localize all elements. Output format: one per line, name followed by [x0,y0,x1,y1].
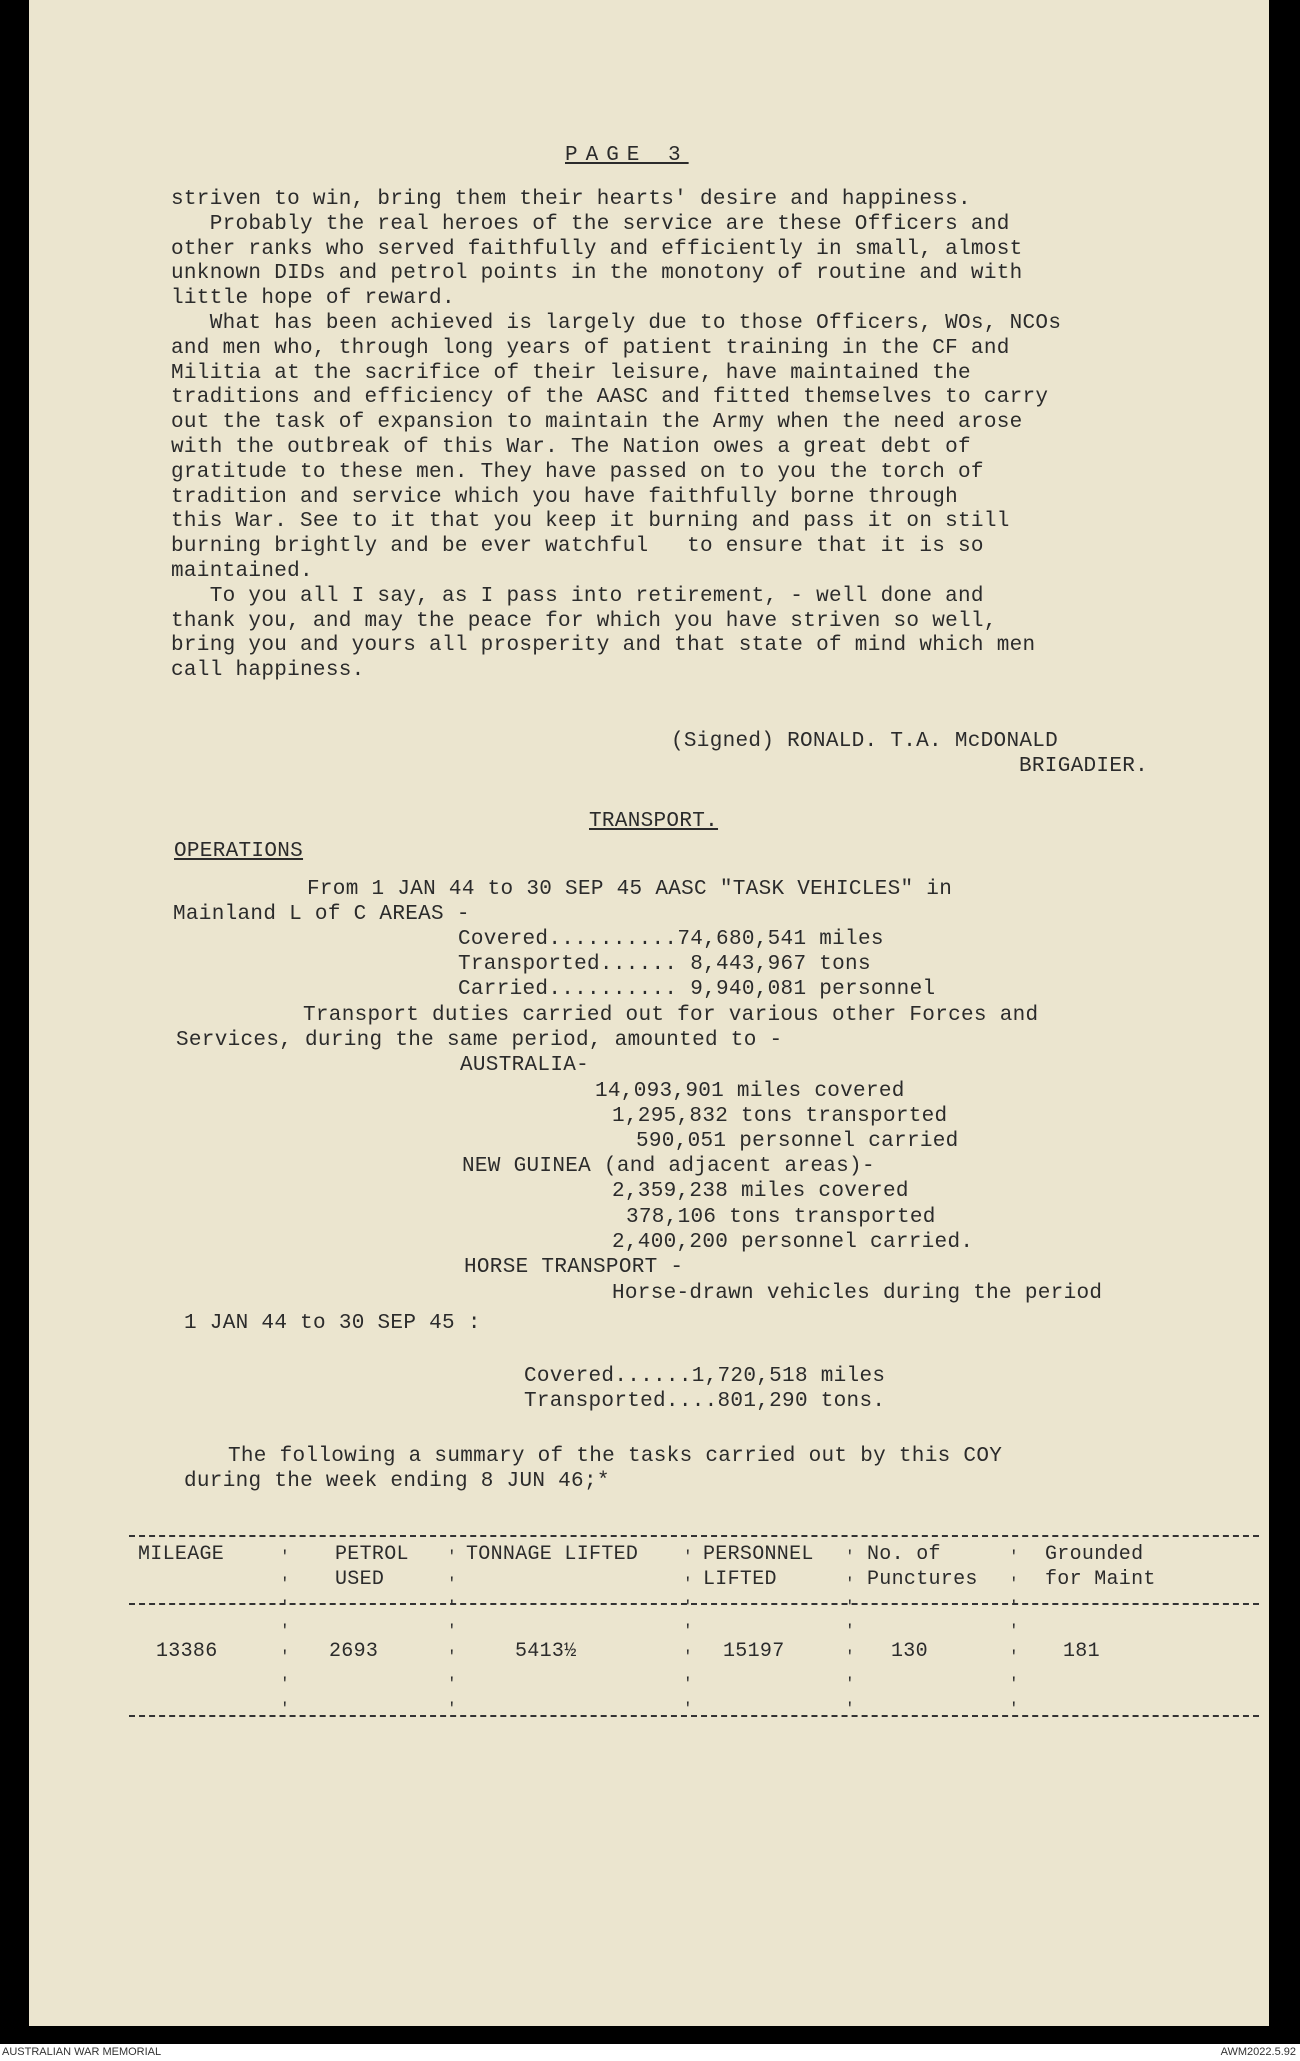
table-rule [129,1715,1259,1717]
signature: (Signed) RONALD. T.A. McDONALD [671,730,1059,753]
operations-line: Transported...... 8,443,967 tons [458,953,871,976]
letter-line: striven to win, bring them their hearts' desire and happiness. [171,188,971,211]
letter-line: traditions and efficiency of the AASC and fitted themselves to carry [171,386,1049,410]
table-cell: 181 [1063,1640,1100,1663]
operations-line: Horse-drawn vehicles during the period [612,1282,1103,1305]
column-separator: ' [280,1598,290,1616]
signatory-rank: BRIGADIER. [1019,755,1149,778]
letter-line: burning brightly and be ever watchful to ensure that it is so [171,535,984,559]
letter-line: thank you, and may the peace for which you have striven so well, [171,609,997,633]
column-separator: ' [683,1648,693,1666]
operations-line: Mainland L of C AREAS - [173,903,470,926]
operations-line: Covered..........74,680,541 miles [458,928,884,951]
column-separator: ' [845,1700,855,1718]
column-separator: ' [447,1598,457,1616]
letter-line: this War. See to it that you keep it burning and pass it on still [171,510,1010,534]
column-separator: ' [280,1548,290,1566]
table-header: USED [335,1568,385,1591]
column-separator: ' [1009,1675,1019,1693]
table-header: Punctures [867,1568,978,1591]
column-separator: ' [447,1700,457,1718]
letter-line: maintained. [171,560,313,583]
column-separator: ' [683,1575,693,1593]
operations-line: 1,295,832 tons transported [612,1105,948,1128]
letter-line: Militia at the sacrifice of their leisure, have maintained the [171,361,971,385]
letter-line: and men who, through long years of patient training in the CF and [171,336,1010,360]
table-header: No. of [867,1543,941,1566]
column-separator: ' [845,1622,855,1640]
column-separator: ' [280,1622,290,1640]
letter-line: tradition and service which you have faithfully borne through [171,485,959,509]
column-separator: ' [280,1700,290,1718]
table-header: Grounded [1045,1543,1144,1566]
operations-line: 378,106 tons transported [626,1206,936,1229]
column-separator: ' [683,1675,693,1693]
table-rule [129,1535,1259,1537]
letter-line: unknown DIDs and petrol points in the monotony of routine and with [171,262,1023,286]
letter-line: What has been achieved is largely due to those Officers, WOs, NCOs [171,312,1062,335]
letter-line: little hope of reward. [171,287,455,311]
footer [0,2044,1300,2061]
column-separator: ' [447,1675,457,1693]
operations-line: Covered......1,720,518 miles [524,1365,886,1388]
letter-line: call happiness. [171,659,365,683]
table-rule [129,1603,1259,1605]
table-header: MILEAGE [138,1543,225,1566]
letter-line: other ranks who served faithfully and efficiently in small, almost [171,237,1023,261]
column-separator: ' [845,1598,855,1616]
column-separator: ' [1009,1575,1019,1593]
column-separator: ' [683,1598,693,1616]
footer-accession: AWM2022.5.92 [1220,2046,1296,2058]
operations-line: 590,051 personnel carried [636,1130,959,1153]
column-separator: ' [447,1622,457,1640]
table-cell: 13386 [156,1640,218,1663]
operations-line: The following a summary of the tasks carried out by this COY [228,1445,1003,1468]
column-separator: ' [683,1622,693,1640]
column-separator: ' [280,1648,290,1666]
column-separator: ' [1009,1548,1019,1566]
column-separator: ' [683,1548,693,1566]
footer-institution: AUSTRALIAN WAR MEMORIAL [2,2046,162,2058]
column-separator: ' [447,1548,457,1566]
section-title: TRANSPORT. [589,810,719,833]
column-separator: ' [1009,1648,1019,1666]
letter-line: with the outbreak of this War. The Nation owes a great debt of [171,436,971,459]
column-separator: ' [447,1648,457,1666]
operations-line: HORSE TRANSPORT - [464,1256,684,1279]
column-separator: ' [845,1548,855,1566]
column-separator: ' [845,1648,855,1666]
operations-line: during the week ending 8 JUN 46;* [184,1470,610,1493]
table-cell: 15197 [723,1640,785,1663]
letter-line: Probably the real heroes of the service are these Officers and [171,212,1010,236]
column-separator: ' [1009,1598,1019,1616]
operations-line: NEW GUINEA (and adjacent areas)- [462,1155,875,1178]
operations-line: Carried.......... 9,940,081 personnel [458,978,936,1001]
column-separator: ' [280,1675,290,1693]
page-heading: PAGE 3 [565,144,689,167]
table-cell: 130 [891,1640,928,1663]
operations-line: AUSTRALIA- [460,1054,590,1077]
letter-line: gratitude to these men. They have passed on to you the torch of [171,460,984,484]
table-cell: 2693 [329,1640,379,1663]
operations-line: 14,093,901 miles covered [595,1080,905,1103]
table-header: TONNAGE LIFTED [466,1543,639,1566]
table-cell: 5413½ [515,1640,577,1663]
operations-line: Transport duties carried out for various other Forces and [303,1004,1039,1027]
letter-line: out the task of expansion to maintain the Army when the need arose [171,411,1023,435]
column-separator: ' [1009,1622,1019,1640]
column-separator: ' [447,1575,457,1593]
table-header: LIFTED [703,1568,777,1591]
operations-line: 2,359,238 miles covered [612,1180,909,1203]
column-separator: ' [845,1575,855,1593]
operations-line: 1 JAN 44 to 30 SEP 45 : [184,1312,481,1335]
operations-line: Transported....801,290 tons. [524,1390,886,1413]
table-header: PETROL [335,1543,409,1566]
document-page [29,0,1269,2026]
letter-line: bring you and yours all prosperity and that state of mind which men [171,634,1036,658]
column-separator: ' [845,1675,855,1693]
column-separator: ' [1009,1700,1019,1718]
column-separator: ' [683,1700,693,1718]
table-header: PERSONNEL [703,1543,814,1566]
table-header: for Maint [1045,1568,1156,1591]
letter-line: To you all I say, as I pass into retirement, - well done and [171,584,984,608]
operations-line: Services, during the same period, amounted to - [176,1029,783,1052]
operations-line: 2,400,200 personnel carried. [612,1231,974,1254]
column-separator: ' [280,1575,290,1593]
subsection-title: OPERATIONS [174,840,304,863]
operations-line: From 1 JAN 44 to 30 SEP 45 AASC "TASK VEHICLES" in [307,878,953,901]
